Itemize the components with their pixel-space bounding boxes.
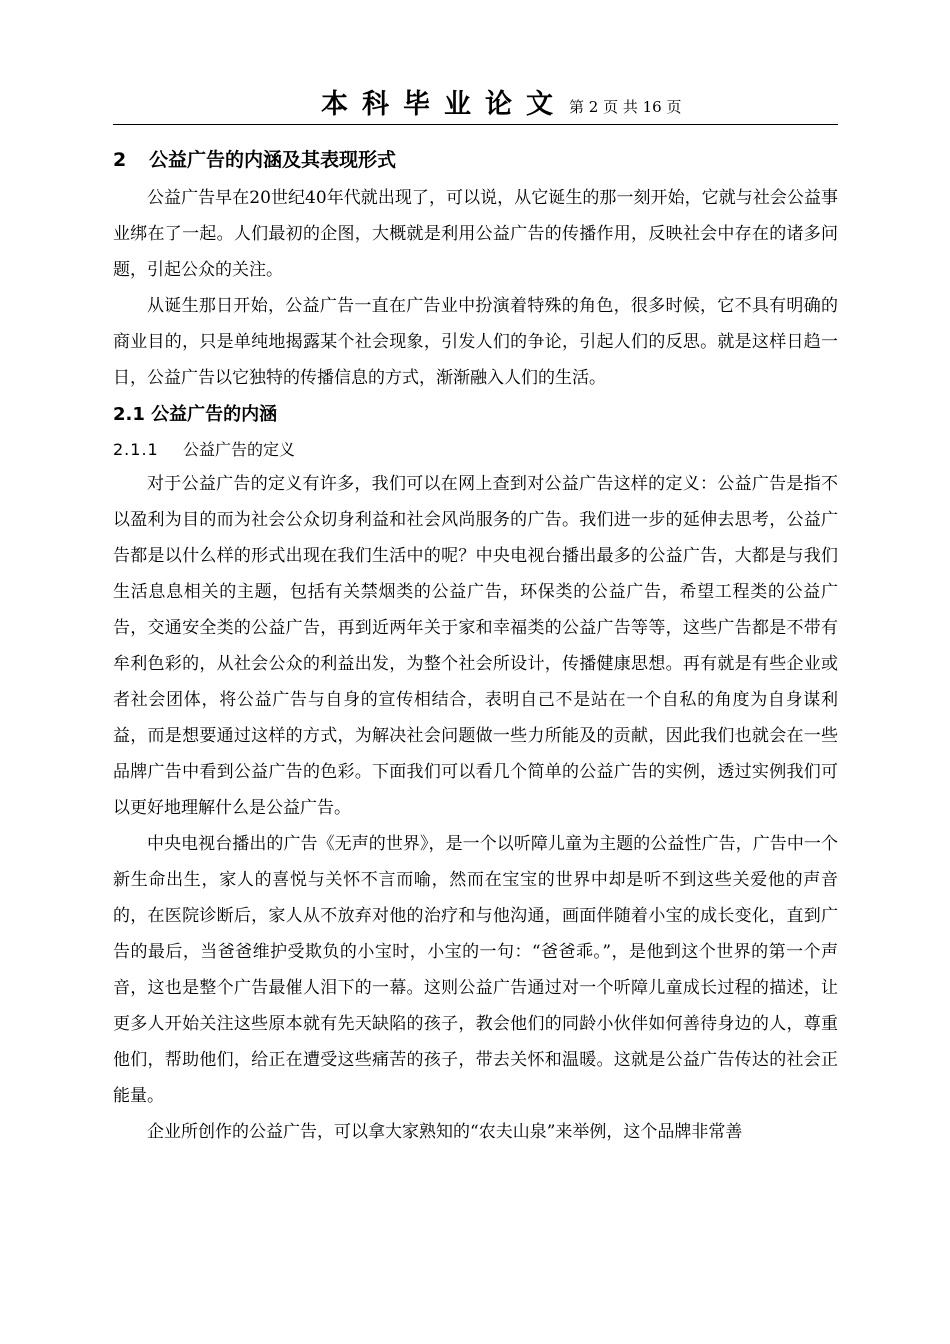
subsection-title: 公益广告的定义 (183, 440, 296, 459)
paragraph: 中央电视台播出的广告《无声的世界》，是一个以听障儿童为主题的公益性广告，广告中一个新生命出生，家人的喜悦与关怀不言而喻，然而在宝宝的世界中却是听不到这些关爱他的声音的，在医院诊断后，家人从不放弃对他的治疗和与他沟通，画面伴随着小宝的成长变化，直到广告的最后，当爸爸维护受欺负的小宝时，小宝的一句：“爸爸乖。”，是他到这个世界的第一个声音，这也是整个广告最催人泪下的一幕。这则公益广告通过对一个听障儿童成长过程的描述，让更多人开始关注这些原本就有先天缺陷的孩子，教会他们的同龄小伙伴如何善待身边的人，尊重他们，帮助他们，给正在遭受这些痛苦的孩子，带去关怀和温暖。这就是公益广告传达的社会正能量。 (113, 834, 838, 1106)
section-heading-2-1-1 (113, 434, 838, 466)
header-page-info: 第 2 页 共 16 页 (569, 98, 682, 116)
paragraph: 公益广告早在20世纪40年代就出现了，可以说，从它诞生的那一刻开始，它就与社会公益事业绑在了一起。人们最初的企图，大概就是利用公益广告的传播作用，反映社会中存在的诸多问题，引起公众的关注。 (113, 188, 838, 280)
section-number: 2 (113, 149, 127, 171)
paragraph: 从诞生那日开始，公益广告一直在广告业中扮演着特殊的角色，很多时候，它不具有明确的商业目的，只是单纯地揭露某个社会现象，引发人们的争论，引起人们的反思。就是这样日趋一日，公益广告以它独特的传播信息的方式，渐渐融入人们的生活。 (113, 296, 838, 388)
section-heading-2 (113, 140, 838, 180)
page-header (113, 86, 838, 125)
document-body (113, 140, 838, 1150)
paragraph: 对于公益广告的定义有许多，我们可以在网上查到对公益广告这样的定义：公益广告是指不以盈利为目的而为社会公众切身利益和社会风尚服务的广告。我们进一步的延伸去思考，公益广告都是以什么样的形式出现在我们生活中的呢？中央电视台播出最多的公益广告，大都是与我们生活息息相关的主题，包括有关禁烟类的公益广告，环保类的公益广告，希望工程类的公益广告，交通安全类的公益广告，再到近两年关于家和幸福类的公益广告等等，这些广告都是不带有牟利色彩的，从社会公众的利益出发，为整个社会所设计，传播健康思想。再有就是有些企业或者社会团体，将公益广告与自身的宣传相结合，表明自己不是站在一个自私的角度为自身谋利益，而是想要通过这样的方式，为解决社会问题做一些力所能及的贡献，因此我们也就会在一些品牌广告中看到公益广告的色彩。下面我们可以看几个简单的公益广告的实例，透过实例我们可以更好地理解什么是公益广告。 (113, 474, 838, 818)
section-heading-2-1: 2.1 公益广告的内涵 (113, 404, 278, 425)
paragraph: 企业所创作的公益广告，可以拿大家熟知的“农夫山泉”来举例，这个品牌非常善 (147, 1122, 743, 1142)
subsection-number: 2.1.1 (113, 440, 159, 459)
section-title: 公益广告的内涵及其表现形式 (149, 149, 397, 171)
header-title: 本科毕业论文 (321, 89, 567, 120)
